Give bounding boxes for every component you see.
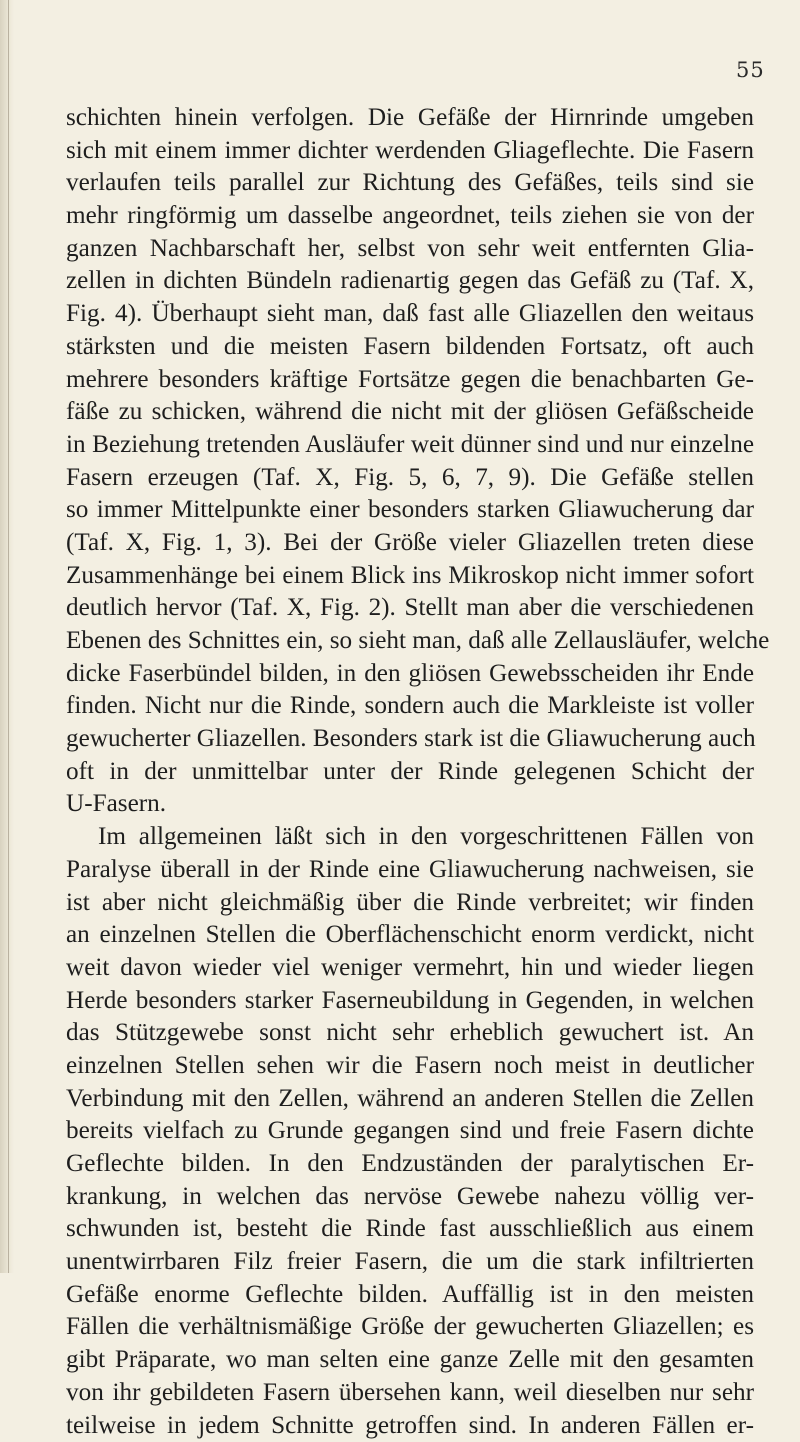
text-line: Fällen die verhältnismäßige Größe der gewucherten Gliazellen; es <box>66 1311 754 1344</box>
text-line: schichten hinein verfolgen. Die Gefäße der Hirnrinde umgeben <box>66 102 754 135</box>
text-line: so immer Mittelpunkte einer besonders starken Gliawucherung dar <box>66 494 754 527</box>
text-line: ganzen Nachbarschaft her, selbst von sehr weit entfernten Glia- <box>66 233 754 266</box>
paragraph-2 <box>66 821 754 1442</box>
text-line: schwunden ist, besteht die Rinde fast ausschließlich aus einem <box>66 1213 754 1246</box>
text-line: mehr ringförmig um dasselbe angeordnet, teils ziehen sie von der <box>66 200 754 233</box>
text-line: weit davon wieder viel weniger vermehrt, hin und wieder liegen <box>66 952 754 985</box>
text-line: deutlich hervor (Taf. X, Fig. 2). Stellt man aber die verschiedenen <box>66 592 754 625</box>
paragraph-1 <box>66 102 754 821</box>
text-line: ist aber nicht gleichmäßig über die Rinde verbreitet; wir finden <box>66 887 754 920</box>
text-line: Paralyse überall in der Rinde eine Gliawucherung nachweisen, sie <box>66 854 754 887</box>
text-line: oft in der unmittelbar unter der Rinde gelegenen Schicht der <box>66 756 754 789</box>
text-line: stärksten und die meisten Fasern bildenden Fortsatz, oft auch <box>66 331 754 364</box>
text-line: U-Fasern. <box>66 788 754 821</box>
text-line: einzelnen Stellen sehen wir die Fasern noch meist in deutlicher <box>66 1050 754 1083</box>
text-line: Zusammenhänge bei einem Blick ins Mikroskop nicht immer sofort <box>66 560 754 593</box>
text-line: (Taf. X, Fig. 1, 3). Bei der Größe vieler Gliazellen treten diese <box>66 527 754 560</box>
text-line: Verbindung mit den Zellen, während an anderen Stellen die Zellen <box>66 1083 754 1116</box>
text-line: Ebenen des Schnittes ein, so sieht man, daß alle Zellausläufer, welche <box>66 625 754 658</box>
text-line: an einzelnen Stellen die Oberflächenschicht enorm verdickt, nicht <box>66 919 754 952</box>
text-line: teilweise in jedem Schnitte getroffen sind. In anderen Fällen er- <box>66 1410 754 1442</box>
text-line: finden. Nicht nur die Rinde, sondern auch die Markleiste ist voller <box>66 690 754 723</box>
text-line: zellen in dichten Bündeln radienartig gegen das Gefäß zu (Taf. X, <box>66 265 754 298</box>
text-line: Fasern erzeugen (Taf. X, Fig. 5, 6, 7, 9). Die Gefäße stellen <box>66 462 754 495</box>
text-line: Geflechte bilden. In den Endzuständen der paralytischen Er- <box>66 1148 754 1181</box>
text-line: unentwirrbaren Filz freier Fasern, die um die stark infiltrierten <box>66 1246 754 1279</box>
text-line: von ihr gebildeten Fasern übersehen kann, weil dieselben nur sehr <box>66 1377 754 1410</box>
text-line: in Beziehung tretenden Ausläufer weit dünner sind und nur einzelne <box>66 429 754 462</box>
text-line: gibt Präparate, wo man selten eine ganze Zelle mit den gesamten <box>66 1344 754 1377</box>
body-text <box>66 102 754 1442</box>
page-gutter-shadow <box>0 0 14 1273</box>
text-line: dicke Faserbündel bilden, in den gliösen Gewebsscheiden ihr Ende <box>66 658 754 691</box>
page-number: 55 <box>736 58 765 82</box>
text-line: bereits vielfach zu Grunde gegangen sind und freie Fasern dichte <box>66 1115 754 1148</box>
text-line: mehrere besonders kräftige Fortsätze gegen die benachbarten Ge- <box>66 364 754 397</box>
text-line: fäße zu schicken, während die nicht mit der gliösen Gefäßscheide <box>66 396 754 429</box>
text-line: Fig. 4). Überhaupt sieht man, daß fast alle Gliazellen den weitaus <box>66 298 754 331</box>
text-line: Im allgemeinen läßt sich in den vorgeschrittenen Fällen von <box>66 821 754 854</box>
text-line: das Stützgewebe sonst nicht sehr erheblich gewuchert ist. An <box>66 1017 754 1050</box>
text-line: Herde besonders starker Faserneubildung in Gegenden, in welchen <box>66 985 754 1018</box>
text-line: verlaufen teils parallel zur Richtung des Gefäßes, teils sind sie <box>66 167 754 200</box>
page-edge-line <box>8 0 9 1273</box>
text-line: gewucherter Gliazellen. Besonders stark ist die Gliawucherung auch <box>66 723 754 756</box>
text-line: sich mit einem immer dichter werdenden Gliageflechte. Die Fasern <box>66 135 754 168</box>
text-line: krankung, in welchen das nervöse Gewebe nahezu völlig ver- <box>66 1181 754 1214</box>
text-line: Gefäße enorme Geflechte bilden. Auffällig ist in den meisten <box>66 1279 754 1312</box>
